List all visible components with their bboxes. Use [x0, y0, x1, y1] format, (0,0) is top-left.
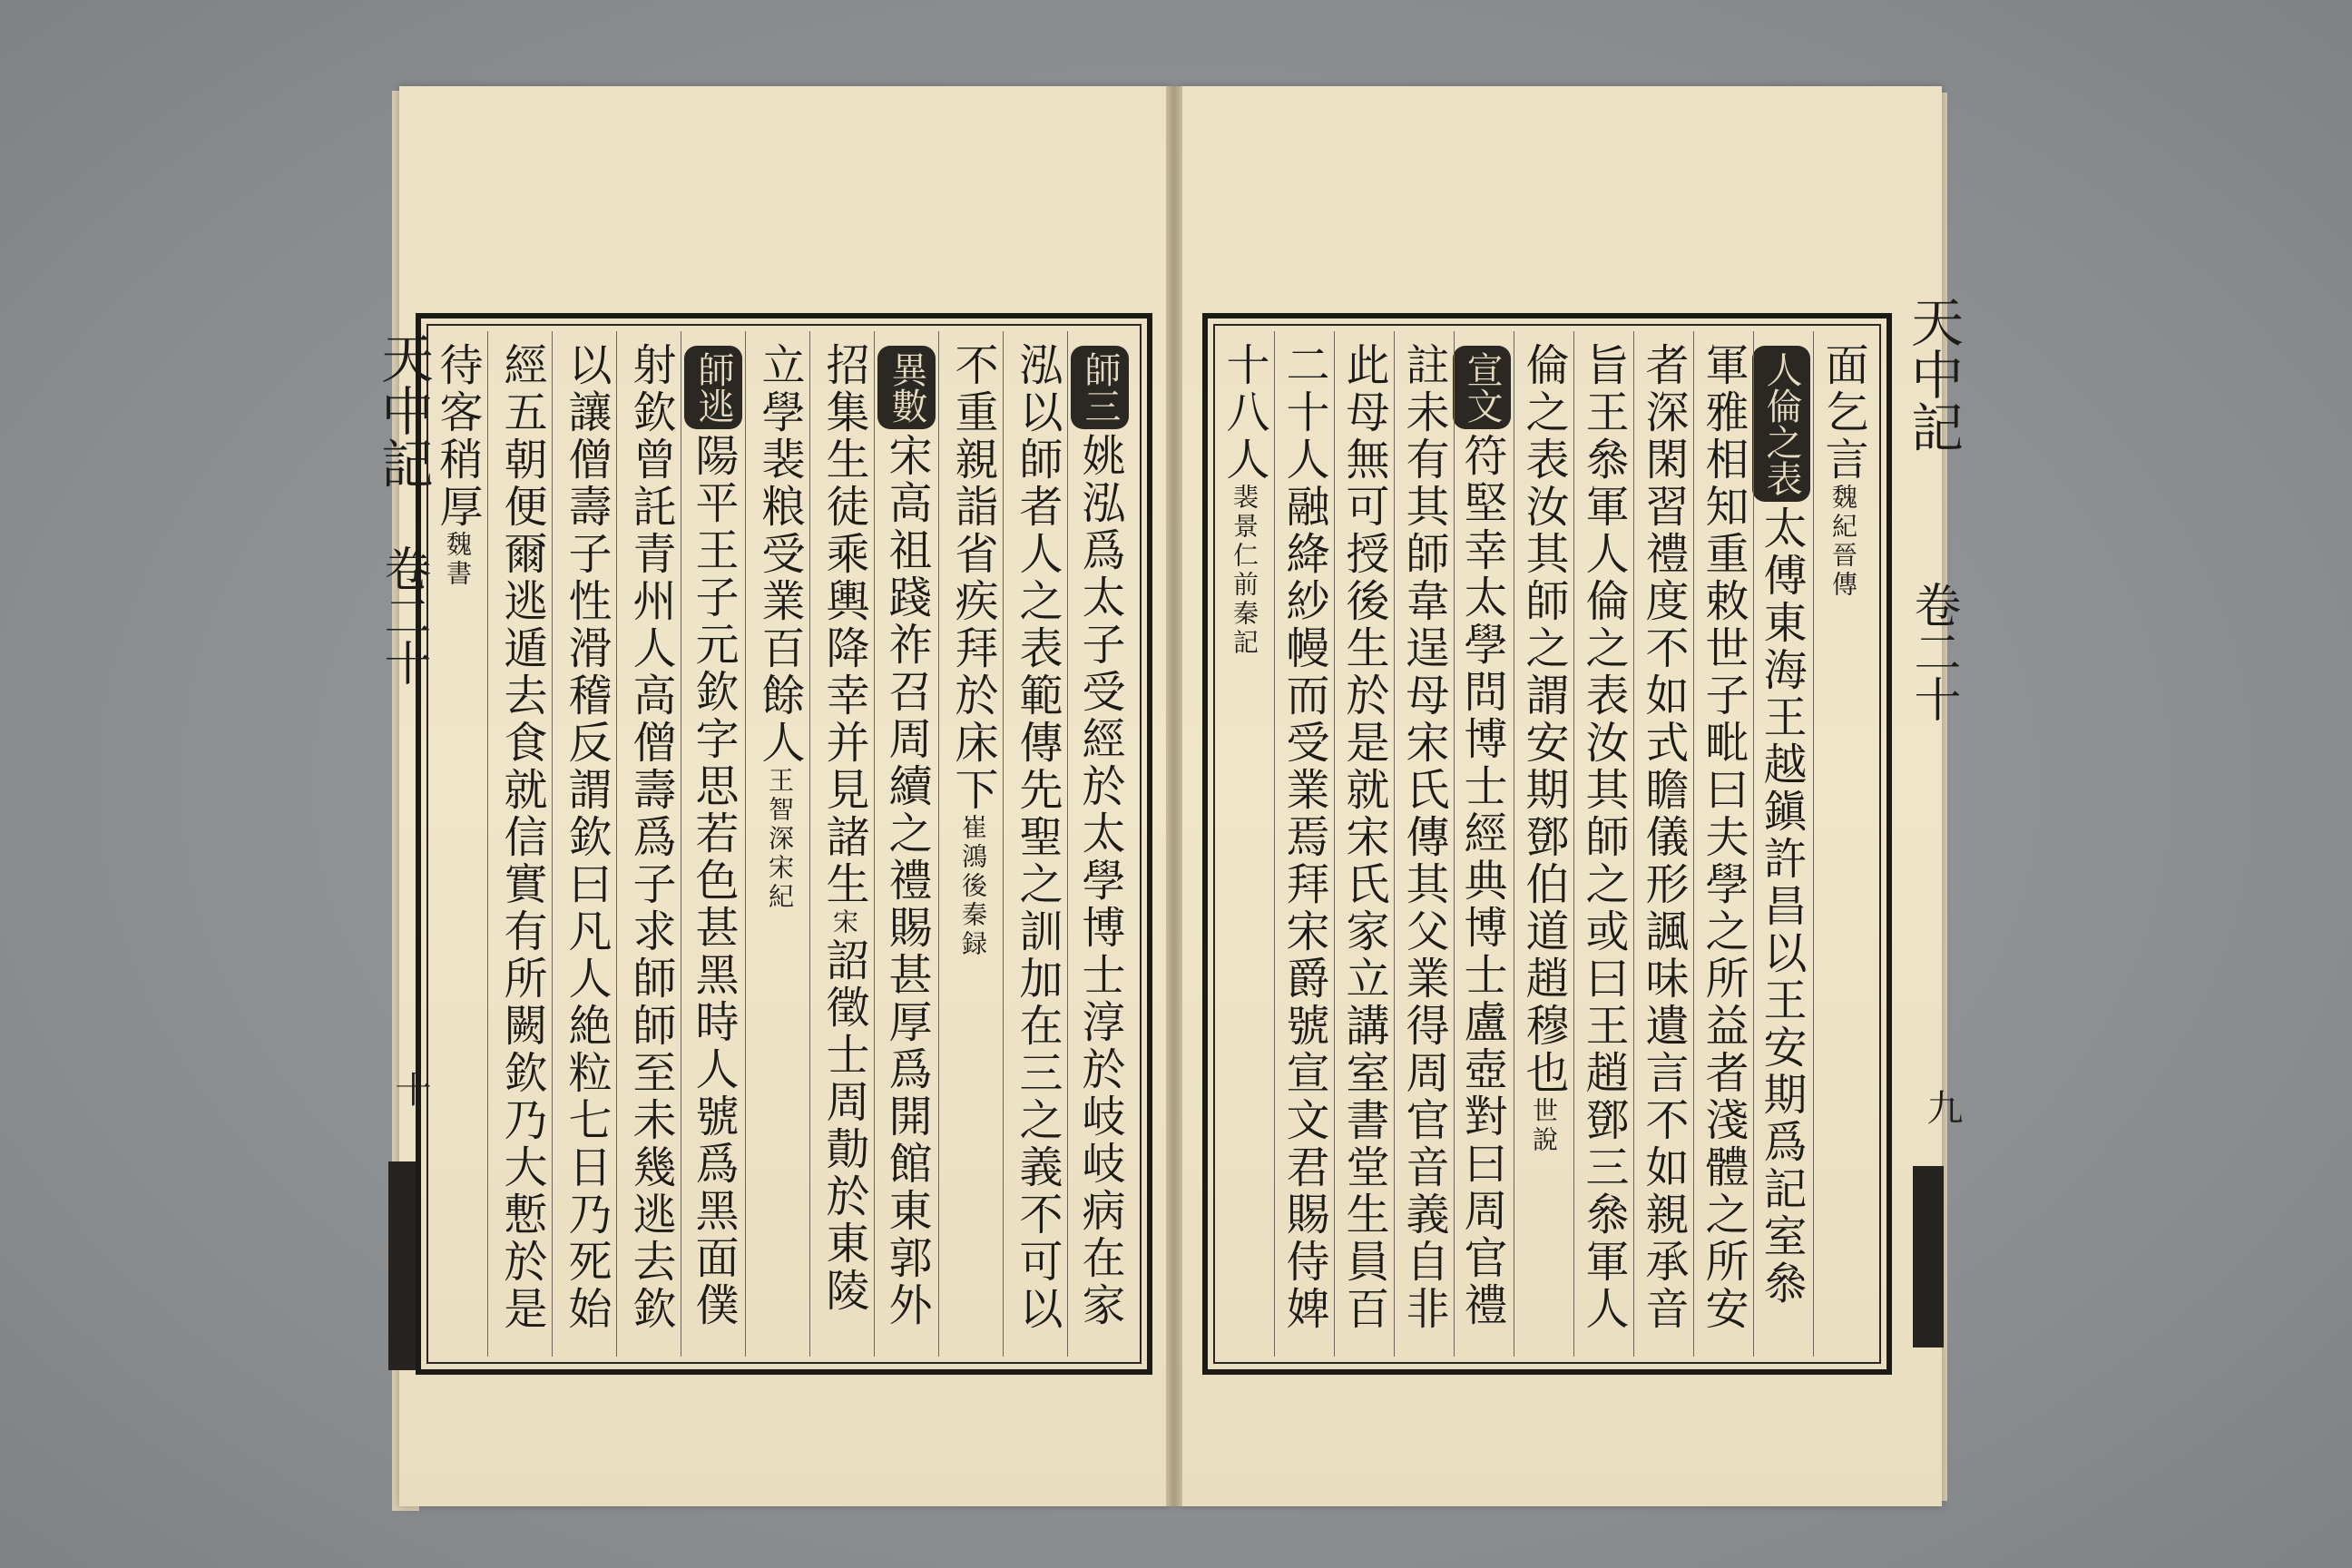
column-rule	[552, 331, 553, 1357]
text-column	[817, 342, 871, 1315]
source-note: 宋	[829, 908, 859, 937]
text-column	[881, 342, 936, 1329]
section-heading-tag: 異數	[877, 346, 936, 429]
column-rule	[938, 331, 939, 1357]
text-column	[1396, 342, 1451, 1333]
column-rule	[1693, 331, 1694, 1357]
column-text: 註未有其師韋逞母宋氏傳其父業得周官音義自非	[1398, 342, 1449, 1333]
column-rule	[1633, 331, 1634, 1357]
right-margin-title: 天中記	[1902, 295, 1964, 453]
right-margin-fishtail	[1913, 1166, 1944, 1348]
source-note: 崔鴻後秦録	[958, 814, 988, 959]
column-rule	[1067, 331, 1068, 1357]
right-text-frame	[1202, 313, 1892, 1375]
text-column	[1636, 342, 1690, 1333]
section-heading-tag: 宣文	[1453, 346, 1511, 429]
column-rule	[1753, 331, 1754, 1357]
column-text: 此母無可授後生於是就宋氏家立講室書堂生員百	[1338, 342, 1389, 1333]
column-rule	[874, 331, 875, 1357]
right-margin-page-number: 九	[1921, 1089, 1963, 1125]
source-note: 魏紀晉傳	[1828, 484, 1858, 600]
column-rule	[487, 331, 488, 1357]
column-rule	[1003, 331, 1004, 1357]
text-column	[1696, 342, 1750, 1333]
section-heading-tag: 人倫之表	[1752, 346, 1810, 502]
text-column	[1010, 342, 1064, 1333]
right-text-area	[1213, 324, 1881, 1364]
text-column	[430, 342, 485, 589]
column-text: 招集生徒乘輿降幸并見諸生	[818, 342, 869, 908]
column-text: 太傅東海王越鎭許昌以王安期爲記室叅	[1756, 505, 1807, 1308]
source-note: 王智深宋紀	[765, 767, 795, 912]
text-column	[1756, 342, 1810, 1308]
column-text: 旨王叅軍人倫之表汝其師之或曰王趙鄧三叅軍人	[1578, 342, 1629, 1333]
left-margin-volume: 卷二十	[376, 544, 430, 686]
column-rule	[616, 331, 617, 1357]
source-note: 魏書	[443, 531, 473, 589]
column-text: 不重親詣省疾拜於床下	[947, 342, 998, 814]
left-text-frame	[416, 313, 1152, 1375]
column-rule	[1394, 331, 1395, 1357]
column-text: 陽平王子元欽字思若色甚黑時人號爲黑面僕	[688, 433, 739, 1329]
column-rule	[809, 331, 810, 1357]
left-margin-title: 天中記	[372, 331, 434, 489]
column-text: 軍雅相知重敕世子毗曰夫學之所益者淺體之所安	[1698, 342, 1749, 1333]
source-note: 世說	[1529, 1097, 1559, 1155]
section-heading-tag: 師逃	[684, 346, 742, 429]
column-rule	[1454, 331, 1455, 1357]
column-rule	[1334, 331, 1335, 1357]
text-column	[1074, 342, 1129, 1329]
column-text: 以讓僧壽子性滑稽反謂欽曰凡人絶粒七日乃死始	[561, 342, 612, 1333]
section-heading-tag: 師三	[1071, 346, 1129, 429]
text-column	[1337, 342, 1391, 1333]
text-column	[688, 342, 742, 1329]
text-column	[1456, 342, 1511, 1329]
text-column	[623, 342, 678, 1333]
left-margin-fishtail	[388, 1161, 417, 1370]
text-column	[946, 342, 1000, 959]
column-rule	[1274, 331, 1275, 1357]
text-column	[495, 342, 549, 1333]
column-text: 經五朝便爾逃遁去食就信實有所闕欽乃大慙於是	[496, 342, 547, 1333]
column-text: 泓以師者人之表範傳先聖之訓加在三之義不可以	[1012, 342, 1063, 1333]
text-column	[1516, 342, 1571, 1155]
column-text: 二十人融絳紗幔而受業焉拜宋爵號宣文君賜侍婢	[1279, 342, 1329, 1333]
column-text: 姚泓爲太子受經於太學博士淳於岐岐病在家	[1074, 433, 1125, 1329]
column-text: 待客稍厚	[432, 342, 483, 531]
left-text-area	[426, 324, 1142, 1364]
column-text: 符堅幸太學問博士經典博士盧壺對曰周官禮	[1456, 433, 1507, 1329]
left-margin-page-number: 十	[389, 1071, 431, 1107]
text-column	[752, 342, 807, 912]
column-rule	[1573, 331, 1574, 1357]
column-text: 立學裴粮受業百餘人	[754, 342, 805, 767]
column-text: 面乞言	[1818, 342, 1868, 484]
column-text: 者深閑習禮度不如式瞻儀形諷味遺言不如親承音	[1638, 342, 1689, 1333]
column-text: 十八人	[1219, 342, 1269, 484]
source-note: 裴景仁前秦記	[1230, 484, 1259, 658]
book-gutter	[1166, 86, 1182, 1506]
column-rule	[1813, 331, 1814, 1357]
text-column	[559, 342, 613, 1333]
column-text: 射欽曾託青州人高僧壽爲子求師師至未幾逃去欽	[625, 342, 676, 1333]
text-column	[1277, 342, 1331, 1333]
text-column	[1576, 342, 1631, 1333]
right-margin-volume: 卷二十	[1906, 581, 1960, 722]
column-text-continued: 詔徵士周勣於東陵	[818, 937, 869, 1315]
column-text: 倫之表汝其師之謂安期鄧伯道趙穆也	[1518, 342, 1569, 1097]
text-column	[1816, 342, 1870, 600]
text-column	[1217, 342, 1271, 658]
column-rule	[745, 331, 746, 1357]
column-text: 宋高祖踐祚召周續之禮賜甚厚爲開館東郭外	[881, 433, 932, 1329]
